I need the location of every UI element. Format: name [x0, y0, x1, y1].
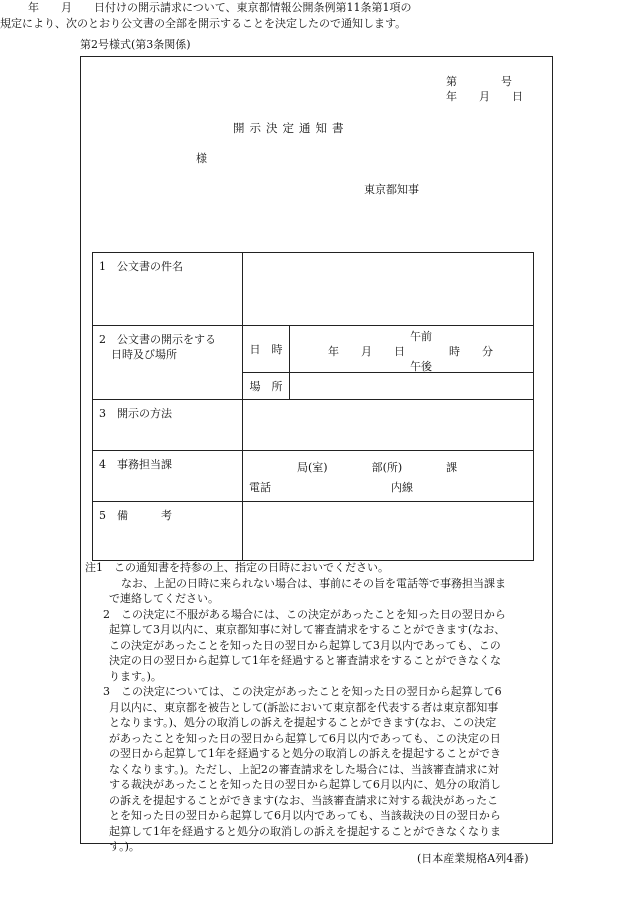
method-label: 3 開示の方法: [93, 400, 243, 451]
office-label: 4 事務担当課: [93, 451, 243, 502]
intro-line: 年 月 日付けの開示請求について、東京都情報公開条例第11条第1項の: [28, 1, 412, 14]
phone-label: 電話: [249, 481, 271, 494]
note-line: 2 この決定に不服がある場合には、この決定があったことを知った日の翌日から: [103, 607, 506, 621]
note-line: 起算して3月以内に、東京都知事に対して審査請求をすることができます(なお、: [109, 623, 506, 636]
note-line: の訴えを提起することができます(なお、当該審査請求に対する裁決があったこ: [109, 793, 499, 807]
remarks-label: 5 備 考: [93, 502, 243, 561]
am-label: 午前: [410, 330, 432, 343]
place-value: [290, 373, 534, 400]
notes: [85, 560, 540, 855]
document-date: 年 月 日: [446, 90, 523, 103]
form-title: 第2号様式(第3条関係): [80, 38, 191, 51]
intro-line: 規定により、次のとおり公文書の全部を開示することを決定したので通知します。: [0, 17, 407, 30]
date-time-fields: 年 月 日 時 分: [328, 345, 493, 358]
remarks-value: [243, 502, 534, 561]
datetime-label: 日 時: [243, 326, 290, 373]
office-value: [243, 451, 534, 502]
document-number: 第 号: [446, 75, 512, 88]
footer-paper-size: (日本産業規格A列4番): [417, 852, 529, 865]
note-line: 決定の日の翌日から起算して1年を経過すると審査請求をすることができなくな: [109, 654, 501, 667]
department-fields: 局(室) 部(所) 課: [297, 461, 458, 474]
addressee: 様: [196, 152, 207, 165]
note-line: 3 この決定については、この決定があったことを知った日の翌日から起算して6: [103, 685, 502, 698]
document-heading: 開示決定通知書: [233, 121, 349, 135]
issuer: 東京都知事: [364, 183, 419, 196]
extension-label: 内線: [391, 481, 413, 494]
note-line: とを知った日の翌日から起算して6月以内であっても、当該裁決の日の翌日から: [109, 809, 501, 822]
note-line: なお、上記の日時に来られない場合は、事前にその旨を電話等で事務担当課ま: [121, 576, 506, 590]
subject-value: [243, 253, 534, 326]
datetime-value: [290, 326, 534, 373]
note-line: で連絡してください。: [109, 592, 219, 605]
note-line: の翌日から起算して1年を経過すると処分の取消しの訴えを提起することができ: [109, 747, 501, 760]
datetime-place-label-line2: 日時及び場所: [111, 348, 177, 361]
note-line: す。)。: [109, 840, 140, 853]
note-line: 起算して1年を経過すると処分の取消しの訴えを提起することができなくなりま: [109, 824, 501, 838]
note-line: 月以内に、東京都を被告として(訴訟において東京都を代表する者は東京都知事: [109, 700, 499, 714]
note-line: する裁決があったことを知った日の翌日から起算して6月以内に、処分の取消し: [109, 778, 501, 791]
pm-label: 午後: [410, 360, 432, 373]
note-line: なくなります。)。ただし、上記2の審査請求をした場合には、当該審査請求に対: [109, 762, 499, 776]
datetime-place-label: [93, 326, 243, 400]
subject-label: 1 公文書の件名: [93, 253, 243, 326]
note-line: があったことを知った日の翌日から起算して6月以内であっても、この決定の日: [109, 731, 501, 745]
note-line: ります。)。: [109, 669, 162, 683]
info-table: [92, 252, 534, 561]
intro-paragraph: [0, 0, 440, 32]
note-line: この決定があったことを知った日の翌日から起算して3月以内であっても、この: [109, 638, 501, 652]
place-label: 場 所: [243, 373, 290, 400]
note-line: 注1 この通知書を持参の上、指定の日時においでください。: [85, 561, 389, 574]
datetime-place-label-line1: 2 公文書の開示をする: [99, 333, 216, 346]
method-value: [243, 400, 534, 451]
note-line: となります。)、処分の取消しの訴えを提起することができます(なお、この決定: [109, 716, 497, 729]
